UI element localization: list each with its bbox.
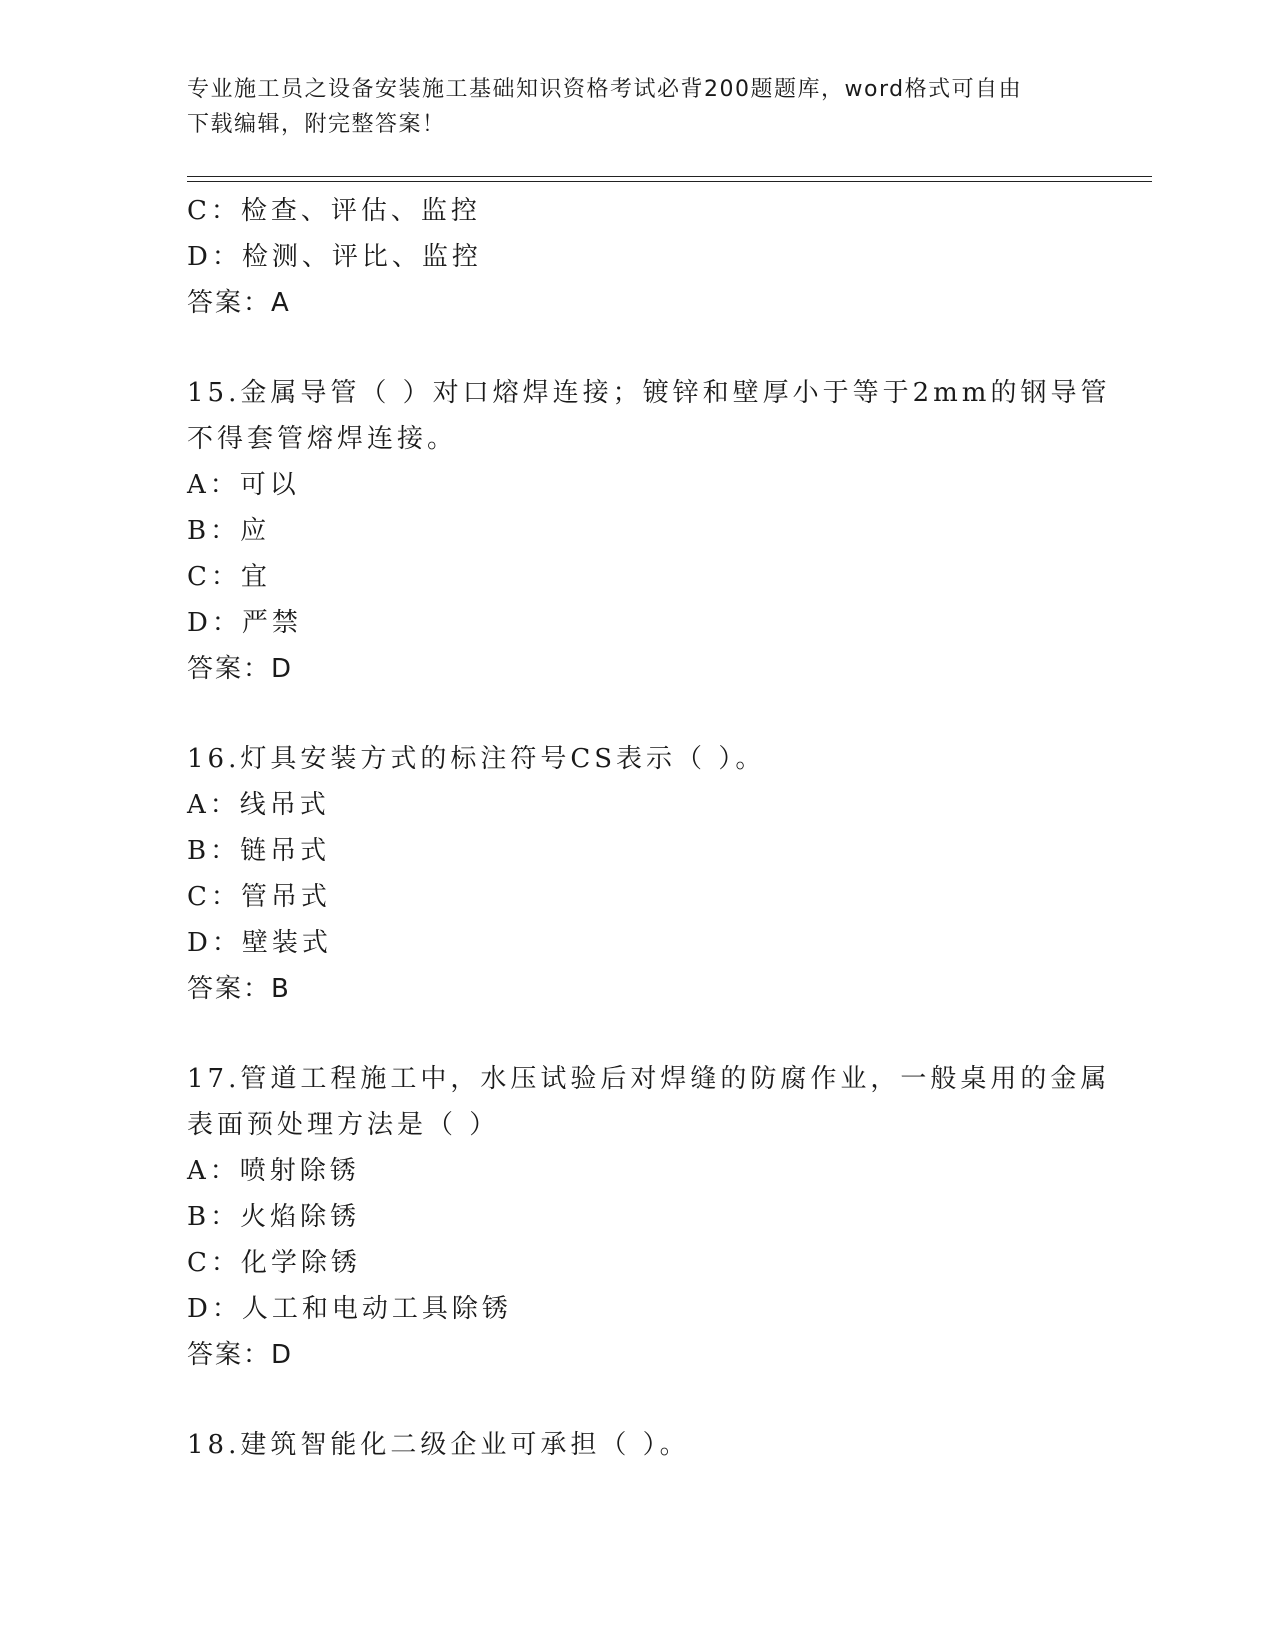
option-d: D：壁装式 — [187, 928, 332, 958]
option-c: C：宜 — [187, 562, 271, 592]
option-d: D：人工和电动工具除锈 — [187, 1294, 512, 1324]
question-stem-line-2: 不得套管熔焊连接。 — [187, 424, 458, 454]
question-list — [187, 188, 1152, 1468]
question-stem-line-1: 16.灯具安装方式的标注符号CS表示（ ）。 — [187, 744, 766, 774]
header-title-line-1: 专业施工员之设备安装施工基础知识资格考试必背200题题库，word格式可自由 — [187, 77, 1023, 102]
spacer — [187, 326, 1152, 370]
answer: 答案：B — [187, 974, 291, 1004]
option-d: D：检测、评比、监控 — [187, 242, 482, 272]
spacer — [187, 692, 1152, 736]
option-a: A：喷射除锈 — [187, 1156, 360, 1186]
option-c: C：管吊式 — [187, 882, 331, 912]
question-16 — [187, 736, 1152, 1012]
question-stem-line-2: 表面预处理方法是（ ） — [187, 1110, 500, 1140]
question-stem-line-1: 15.金属导管（ ）对口熔焊连接；镀锌和壁厚小于等于2mm的钢导管 — [187, 378, 1111, 408]
option-a: A：线吊式 — [187, 790, 330, 820]
option-d: D：严禁 — [187, 608, 302, 638]
question-stem-line-1: 18.建筑智能化二级企业可承担（ ）。 — [187, 1430, 690, 1460]
question-18 — [187, 1422, 1152, 1468]
spacer — [187, 1012, 1152, 1056]
option-b: B：链吊式 — [187, 836, 331, 866]
question-15 — [187, 370, 1152, 692]
document-header — [187, 72, 1067, 142]
header-divider-bottom — [187, 181, 1152, 182]
option-c: C：检查、评估、监控 — [187, 196, 481, 226]
option-a: A：可以 — [187, 470, 300, 500]
option-c: C：化学除锈 — [187, 1248, 361, 1278]
option-b: B：应 — [187, 516, 271, 546]
answer: 答案：D — [187, 1340, 294, 1370]
question-stem-line-1: 17.管道工程施工中，水压试验后对焊缝的防腐作业，一般桌用的金属 — [187, 1064, 1111, 1094]
header-title-line-2: 下载编辑，附完整答案！ — [187, 112, 446, 137]
question-17 — [187, 1056, 1152, 1378]
spacer — [187, 1378, 1152, 1422]
header-divider-top — [187, 176, 1152, 177]
answer: 答案：A — [187, 288, 291, 318]
answer: 答案：D — [187, 654, 294, 684]
option-b: B：火焰除锈 — [187, 1202, 361, 1232]
question-14-tail — [187, 188, 1152, 326]
